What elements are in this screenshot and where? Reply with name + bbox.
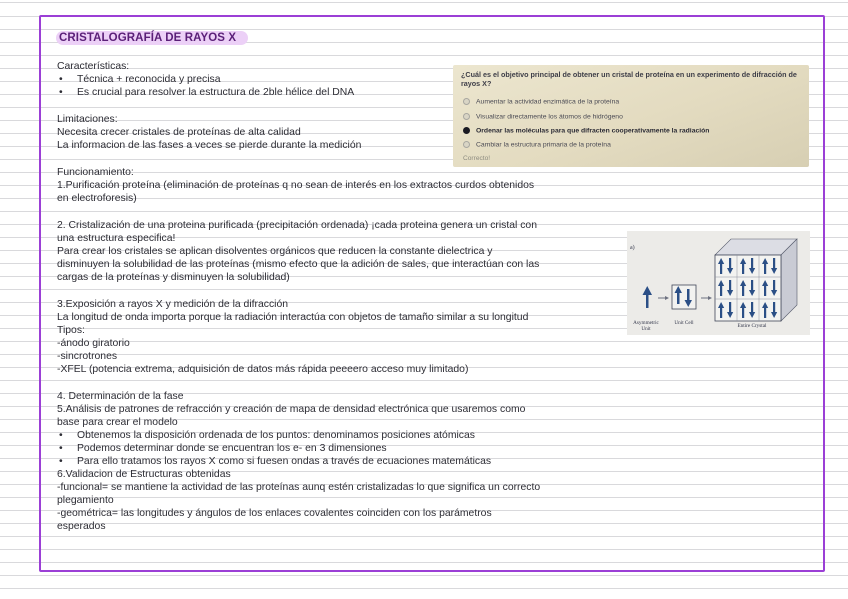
- lattice-arrow: [773, 280, 775, 291]
- lattice-arrow: [764, 307, 766, 318]
- text-line: Funcionamiento:: [57, 167, 134, 178]
- text-line: Para crear los cristales se aplican disolventes orgánicos que reducen la constante dielectrica y: [57, 246, 493, 257]
- page-title: CRISTALOGRAFÍA DE RAYOS X: [56, 31, 248, 45]
- lattice-arrow: [729, 302, 731, 313]
- entire-crystal-icon: [715, 239, 797, 321]
- lattice-arrow: [751, 280, 753, 291]
- text-line: plegamiento: [57, 495, 114, 506]
- text-line: -funcional= se mantiene la actividad de las proteínas aunq estén cristalizadas lo que significa un correcto: [57, 482, 541, 493]
- quiz-screenshot: [453, 65, 809, 167]
- lattice-arrow: [742, 285, 744, 296]
- radio-selected-icon: [463, 127, 470, 134]
- caption-asymmetric-unit: Asymmetric Unit: [633, 320, 659, 332]
- text-line: 6.Validacion de Estructuras obtenidas: [57, 469, 231, 480]
- quiz-question: ¿Cuál es el objetivo principal de obtener un cristal de proteína en un experimento de difracción de rayos X?: [461, 70, 797, 88]
- radio-icon: [463, 113, 470, 120]
- crystal-lattice-figure: [627, 231, 810, 335]
- lattice-arrow: [729, 258, 731, 269]
- lattice-arrow: [729, 280, 731, 291]
- text-line: disminuyen la solubilidad de las proteínas (mismo efecto que la adición de sales, que interactúan con las: [57, 259, 540, 270]
- text-line: Características:: [57, 61, 130, 72]
- lattice-arrow: [751, 302, 753, 313]
- text-line: -geométrica= las longitudes y ángulos de los enlaces covalentes coinciden con los parámetros: [57, 508, 492, 519]
- lattice-arrow: [751, 258, 753, 269]
- lattice-arrow: [764, 285, 766, 296]
- text-line: Tipos:: [57, 325, 85, 336]
- text-line: 1.Purificación proteína (eliminación de proteínas q no sean de interés en los extractos curdos obtenidos: [57, 180, 535, 191]
- bullet-item: • Obtenemos la disposición ordenada de los puntos: denominamos posiciones atómicas: [57, 430, 475, 442]
- text-line: 3.Exposición a rayos X y medición de la difracción: [57, 299, 289, 310]
- lattice-arrow: [742, 263, 744, 274]
- quiz-feedback: Correcto!: [463, 155, 491, 162]
- text-line: 4. Determinación de la fase: [57, 391, 184, 402]
- lattice-arrow: [720, 285, 722, 296]
- lattice-arrow: [720, 307, 722, 318]
- text-line: -XFEL (potencia extrema, adquisición de datos más rápida peeeero acceso muy limitado): [57, 364, 469, 375]
- text-line: cargas de la proteínas y disminuyen la solubilidad): [57, 272, 290, 283]
- lattice-arrow: [742, 307, 744, 318]
- text-line: Limitaciones:: [57, 114, 118, 125]
- quiz-option: Cambiar la estructura primaria de la proteína: [463, 141, 611, 148]
- text-line: 2. Cristalización de una proteina purificada (precipitación ordenada) ¡cada proteina genera un cristal con: [57, 220, 537, 231]
- quiz-option: Aumentar la actividad enzimática de la proteína: [463, 98, 619, 105]
- quiz-option: Visualizar directamente los átomos de hidrógeno: [463, 113, 623, 120]
- text-line: -sincrotrones: [57, 351, 118, 362]
- bullet-item: • Para ello tratamos los rayos X como si fuesen ondas a través de ecuaciones matemáticas: [57, 456, 491, 468]
- text-line: La longitud de onda importa porque la radiación interactúa con objetos de tamaño similar a su longitud: [57, 312, 529, 323]
- text-line: -ánodo giratorio: [57, 338, 130, 349]
- bullet-item: • Es crucial para resolver la estructura de 2ble hélice del DNA: [57, 87, 354, 99]
- text-line: esperados: [57, 521, 106, 532]
- lattice-arrow: [764, 263, 766, 274]
- radio-icon: [463, 141, 470, 148]
- text-line: base para crear el modelo: [57, 417, 178, 428]
- quiz-option-selected: Ordenar las moléculas para que difracten cooperativamente la radiación: [463, 127, 709, 134]
- text-line: una estructura especifica!: [57, 233, 176, 244]
- bullet-item: • Técnica + reconocida y precisa: [57, 74, 221, 86]
- lattice-arrow: [773, 302, 775, 313]
- text-line: 5.Análisis de patrones de refracción y creación de mapa de densidad electrónica que usaremos como: [57, 404, 526, 415]
- text-line: La informacion de las fases a veces se pierde durante la medición: [57, 140, 362, 151]
- text-line: en electroforesis): [57, 193, 137, 204]
- radio-icon: [463, 98, 470, 105]
- lattice-arrow: [720, 263, 722, 274]
- asymmetric-unit-icon: [643, 286, 653, 308]
- unit-cell-icon: [672, 285, 696, 309]
- text-line: Necesita crecer cristales de proteínas de alta calidad: [57, 127, 301, 138]
- panel-label: a): [630, 245, 635, 251]
- caption-entire-crystal: Entire Crystal: [737, 323, 767, 329]
- bullet-item: • Podemos determinar donde se encuentran los e- en 3 dimensiones: [57, 443, 387, 455]
- caption-unit-cell: Unit Cell: [674, 320, 694, 326]
- lattice-arrow: [773, 258, 775, 269]
